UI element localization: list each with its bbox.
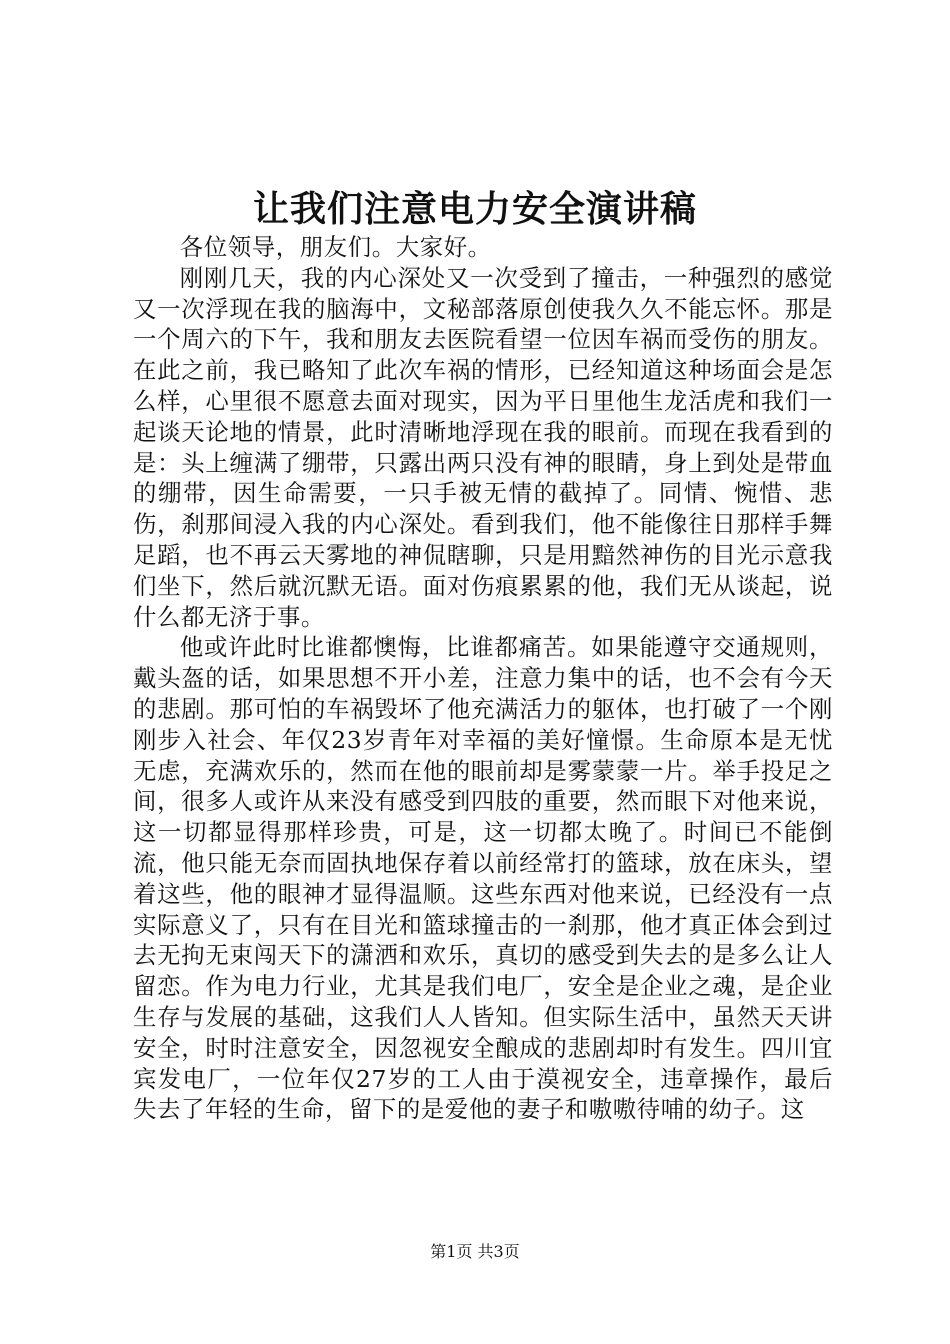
page-footer: 第1页 共3页 xyxy=(430,1242,520,1261)
paragraph-safety-reflection: 他或许此时比谁都懊悔，比谁都痛苦。如果能遵守交通规则，戴头盔的话，如果思想不开小差，注意力集中的话，也不会有今天的悲剧。那可怕的车祸毁坏了他充满活力的躯体，也打破了一个刚刚步入社会、年仅23岁青年对幸福的美好憧憬。生命原本是无忧无虑，充满欢乐的，然而在他的眼前却是雾蒙蒙一片。举手投足之间，很多人或许从来没有感受到四肢的重要，然而眼下对他来说，这一切都显得那样珍贵，可是，这一切都太晚了。时间已不能倒流，他只能无奈而固执地保存着以前经常打的篮球，放在床头，望着这些，他的眼神才显得温顺。这些东西对他来说，已经没有一点实际意义了，只有在目光和篮球撞击的一刹那，他才真正体会到过去无拘无束闯天下的潇洒和欢乐，真切的感受到失去的是多么让人留恋。作为电力行业，尤其是我们电厂，安全是企业之魂，是企业生存与发展的基础，这我们人人皆知。但实际生活中，虽然天天讲安全，时时注意安全，因忽视安全酿成的悲剧却时有发生。四川宜宾发电厂，一位年仅27岁的工人由于漠视安全，违章操作，最后失去了年轻的生命，留下的是爱他的妻子和嗷嗷待哺的幼子。这 xyxy=(133,633,833,1124)
document-body xyxy=(133,232,833,1125)
document-title: 让我们注意电力安全演讲稿 xyxy=(252,188,697,230)
paragraph-greeting: 各位领导，朋友们。大家好。 xyxy=(179,233,492,261)
paragraph-hospital-visit: 刚刚几天，我的内心深处又一次受到了撞击，一种强烈的感觉又一次浮现在我的脑海中，文秘部落原创使我久久不能忘怀。那是一个周六的下午，我和朋友去医院看望一位因车祸而受伤的朋友。在此之前，我已略知了此次车祸的情形，已经知道这种场面会是怎么样，心里很不愿意去面对现实，因为平日里他生龙活虎和我们一起谈天论地的情景，此时清晰地浮现在我的眼前。而现在我看到的是：头上缠满了绷带，只露出两只没有神的眼睛，身上到处是带血的绷带，因生命需要，一只手被无情的截掉了。同情、惋惜、悲伤，刹那间浸入我的内心深处。看到我们，他不能像往日那样手舞足蹈，也不再云天雾地的神侃瞎聊，只是用黯然神伤的目光示意我们坐下，然后就沉默无语。面对伤痕累累的他，我们无从谈起，说什么都无济于事。 xyxy=(133,263,833,631)
